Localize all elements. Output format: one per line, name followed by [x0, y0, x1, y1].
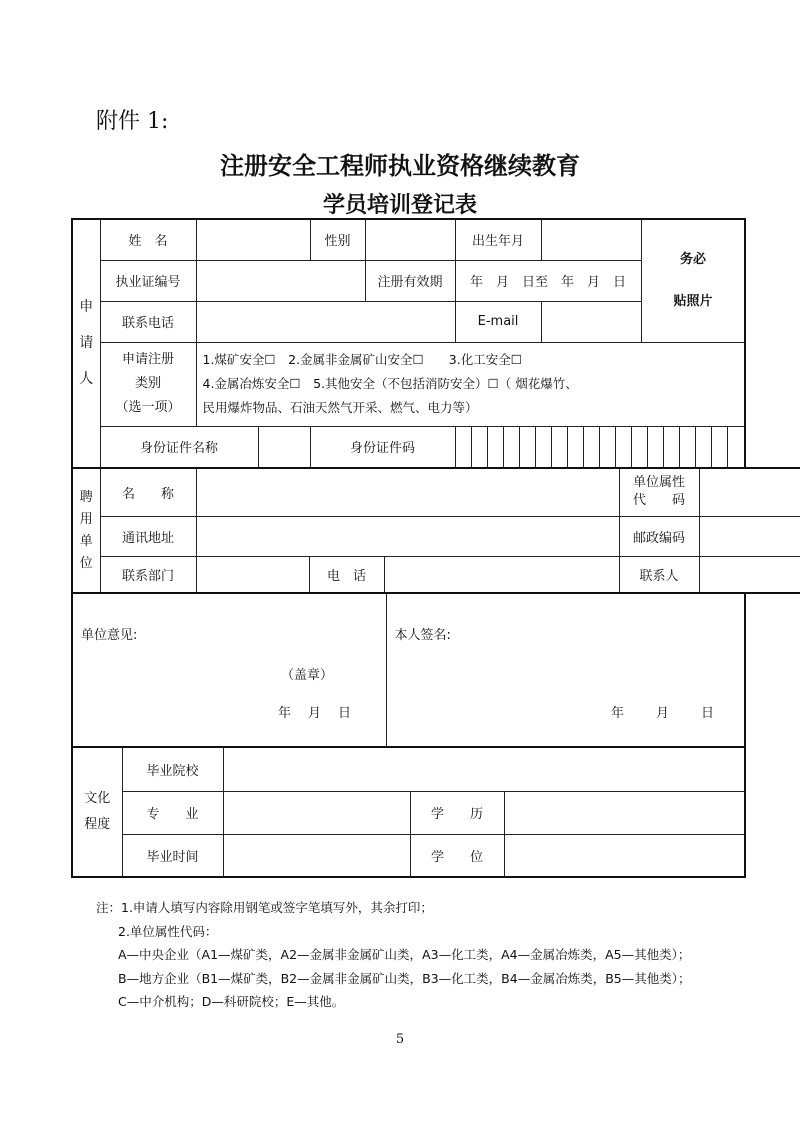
id-digit-box[interactable]	[664, 427, 680, 467]
id-digit-box[interactable]	[616, 427, 632, 467]
id-type-field[interactable]	[258, 426, 310, 468]
id-digit-box[interactable]	[696, 427, 712, 467]
form-subtitle: 学员培训登记表	[322, 192, 477, 218]
property-code-label-2: 代 码	[633, 493, 686, 509]
category-label-3: （选一项）	[115, 400, 181, 415]
education-level-label: 学 历	[410, 791, 504, 834]
employer-table	[71, 467, 800, 594]
phone-label: 联系电话	[100, 301, 196, 342]
id-digit-box[interactable]	[584, 427, 600, 467]
major-label: 专 业	[122, 791, 223, 834]
applicant-section-label	[72, 219, 100, 468]
employer-char-1: 聘	[79, 489, 93, 505]
id-type-label: 身份证件名称	[100, 426, 258, 468]
unit-opinion-label: 单位意见:	[81, 628, 138, 643]
email-label: E-mail	[455, 301, 541, 342]
id-digit-box[interactable]	[568, 427, 584, 467]
photo-hint-2: 贴照片	[673, 293, 713, 309]
category-label-1: 申请注册	[121, 352, 174, 367]
note-line-4: B—地方企业（B1—煤矿类，B2—金属非金属矿山类，B3—化工类，B4—金属冶炼类，B5—其他类）；	[118, 970, 691, 986]
address-label: 通讯地址	[100, 516, 196, 556]
dept-label: 联系部门	[100, 556, 196, 593]
id-digit-box[interactable]	[536, 427, 552, 467]
applicant-char-1: 申	[79, 299, 94, 316]
category-options[interactable]	[196, 342, 745, 426]
grad-time-label: 毕业时间	[122, 834, 223, 877]
id-digit-box[interactable]	[728, 427, 744, 467]
gender-field[interactable]	[365, 219, 455, 260]
id-digit-box[interactable]	[504, 427, 520, 467]
photo-box	[641, 219, 745, 342]
property-code-label	[619, 468, 699, 516]
id-digit-box[interactable]	[456, 427, 472, 467]
postcode-field[interactable]	[699, 516, 800, 556]
academic-degree-field[interactable]	[504, 834, 745, 877]
id-digit-box[interactable]	[552, 427, 568, 467]
id-digit-box[interactable]	[472, 427, 488, 467]
property-code-field[interactable]	[699, 468, 800, 516]
signature-date: 年 月 日	[610, 706, 716, 721]
property-code-label-1: 单位属性	[633, 475, 686, 491]
validity-label: 注册有效期	[365, 260, 455, 301]
applicant-char-3: 人	[79, 371, 94, 388]
category-line-1[interactable]: 1.煤矿安全☐ 2.金属非金属矿山安全☐ 3.化工安全☐	[202, 352, 522, 367]
contact-label: 联系人	[619, 556, 699, 593]
signature-box[interactable]	[386, 593, 745, 747]
employer-char-2: 用	[79, 511, 93, 527]
id-digit-box[interactable]	[680, 427, 696, 467]
id-digit-box[interactable]	[520, 427, 536, 467]
school-label: 毕业院校	[122, 747, 223, 791]
signature-label: 本人签名:	[394, 628, 451, 643]
name-label: 姓 名	[100, 219, 196, 260]
opinion-table	[71, 592, 746, 748]
notes	[96, 896, 690, 1014]
id-digit-box[interactable]	[712, 427, 728, 467]
id-number-field[interactable]	[455, 426, 745, 468]
validity-field[interactable]: 年 月 日至 年 月 日	[455, 260, 641, 301]
applicant-char-2: 请	[79, 335, 94, 352]
id-digit-boxes	[456, 427, 745, 467]
grad-time-field[interactable]	[223, 834, 410, 877]
attachment-label: 附件 1:	[96, 109, 169, 134]
category-line-2[interactable]: 4.金属冶炼安全☐ 5.其他安全（不包括消防安全）☐（ 烟花爆竹、	[202, 376, 578, 391]
unit-opinion-box[interactable]	[72, 593, 386, 747]
education-level-field[interactable]	[504, 791, 745, 834]
id-number-label: 身份证件码	[310, 426, 455, 468]
id-digit-box[interactable]	[600, 427, 616, 467]
email-field[interactable]	[541, 301, 641, 342]
academic-degree-label: 学 位	[410, 834, 504, 877]
employer-name-field[interactable]	[196, 468, 619, 516]
category-label-2: 类别	[134, 376, 161, 391]
name-field[interactable]	[196, 219, 310, 260]
category-line-3: 民用爆炸物品、石油天然气开采、燃气、电力等）	[202, 400, 478, 415]
postcode-label: 邮政编码	[619, 516, 699, 556]
employer-name-label: 名 称	[100, 468, 196, 516]
contact-field[interactable]	[699, 556, 800, 593]
education-table	[71, 746, 746, 878]
form-title: 注册安全工程师执业资格继续教育	[220, 151, 580, 180]
stamp-label: （盖章）	[281, 668, 334, 683]
unit-opinion-date: 年 月 日	[278, 706, 354, 721]
id-digit-box[interactable]	[632, 427, 648, 467]
id-digit-box[interactable]	[488, 427, 504, 467]
gender-label: 性别	[310, 219, 365, 260]
note-line-2: 2.单位属性代码：	[118, 923, 218, 939]
birth-label: 出生年月	[455, 219, 541, 260]
address-field[interactable]	[196, 516, 619, 556]
photo-hint-1: 务必	[680, 251, 707, 267]
employer-char-3: 单	[79, 533, 93, 549]
phone-field[interactable]	[196, 301, 455, 342]
dept-field[interactable]	[196, 556, 309, 593]
license-field[interactable]	[196, 260, 365, 301]
employer-char-4: 位	[79, 555, 93, 571]
tel-label: 电 话	[309, 556, 384, 593]
birth-field[interactable]	[541, 219, 641, 260]
major-field[interactable]	[223, 791, 410, 834]
id-digit-box[interactable]	[648, 427, 664, 467]
applicant-table	[71, 218, 746, 469]
school-field[interactable]	[223, 747, 745, 791]
education-label-1: 文化	[84, 791, 111, 806]
tel-field[interactable]	[384, 556, 619, 593]
note-line-1: 注：1.申请人填写内容除用钢笔或签字笔填写外，其余打印；	[96, 900, 433, 915]
education-section-label	[72, 747, 122, 877]
note-line-5: C—中介机构；D—科研院校；E—其他。	[118, 994, 345, 1009]
license-label: 执业证编号	[100, 260, 196, 301]
education-label-2: 程度	[84, 817, 111, 832]
category-label	[100, 342, 196, 426]
page-number: 5	[395, 1032, 405, 1047]
note-line-3: A—中央企业（A1—煤矿类，A2—金属非金属矿山类，A3—化工类，A4—金属冶炼类，A5—其他类）；	[118, 947, 691, 962]
employer-section-label	[72, 468, 100, 593]
